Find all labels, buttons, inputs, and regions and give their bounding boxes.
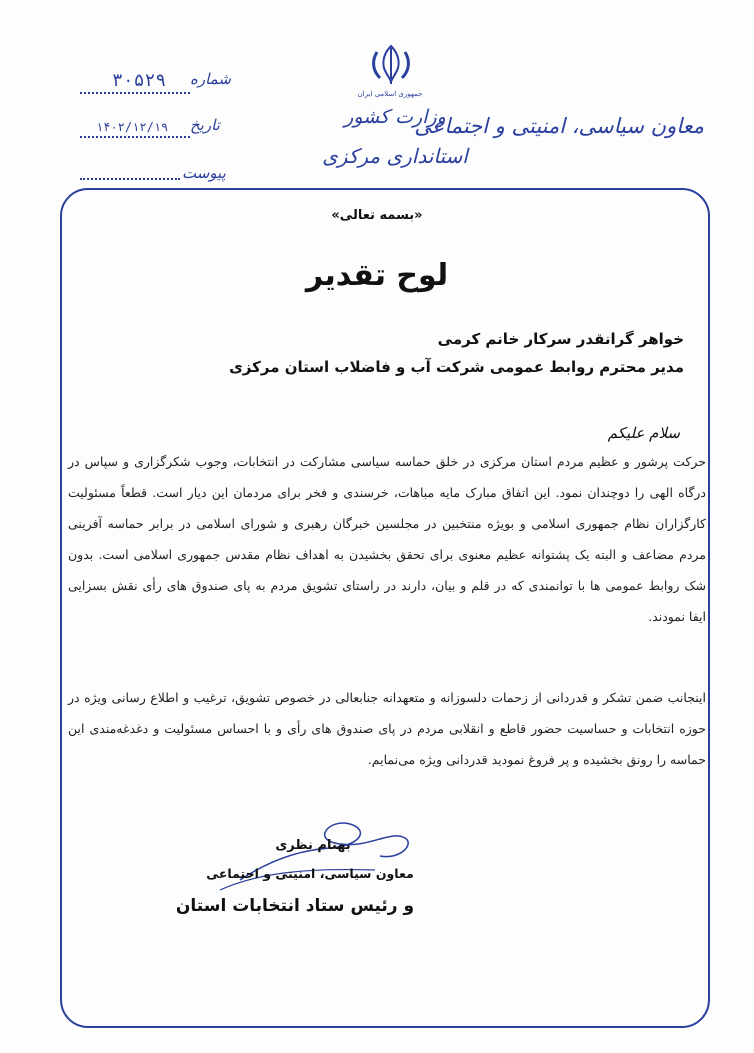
date-label: تاریخ bbox=[190, 116, 220, 134]
deputy-office-title: معاون سیاسی، امنیتی و اجتماعی bbox=[414, 114, 704, 138]
emblem-caption: جمهوری اسلامی ایران bbox=[357, 90, 423, 98]
addressee-line2: مدیر محترم روابط عمومی شرکت آب و فاضلاب استان مرکزی bbox=[229, 358, 684, 376]
attachment-dotted-line bbox=[80, 178, 180, 180]
signer-title: معاون سیاسی، امنیتی و اجتماعی bbox=[206, 866, 414, 881]
iran-emblem-icon bbox=[366, 42, 416, 86]
number-dotted-line bbox=[80, 92, 190, 94]
greeting: سلام علیکم bbox=[607, 424, 680, 442]
body-paragraph-2: اینجانب ضمن تشکر و قدردانی از زحمات دلسوزانه و متعهدانه جنابعالی در خصوص تشویق، ترغیب و اطلاع رسانی ویژه در حوزه انتخابات و حساسیت حضور قاطع و انقلابی مردم در پای صندوق های رأی و با احساس مسئولیت و دغدغه‌مندی این حماسه را رونق بخشیده و پر فروغ نمودید قدردانی ویژه می‌نمایم. bbox=[68, 690, 706, 767]
body-paragraph-1: حرکت پرشور و عظیم مردم استان مرکزی در خلق حماسه سیاسی مشارکت در انتخابات، وجوب شکرگزاری و سپاس در درگاه الهی را دوچندان نمود. این اتفاق مبارک مایه مباهات، خرسندی و فخر برای مردمان این دیار است. قطعاً مسئولیت کارگزاران نظام جمهوری اسلامی و بویژه منتخبین در مجلسین خبرگان رهبری و شورای اسلامی در برابر حماسه آفرینی مردم مضاعف و البته یک پشتوانه عظیم معنوی برای تحقق بخشیدن به اهداف نظام مقدس جمهوری اسلامی است. بدون شک روابط عمومی ها با توانمندی که در قلم و بیان، دارند در راستای تشویق مردم به پای صندوق های رأی نقش بسزایی ایفا نمودند. bbox=[68, 454, 706, 624]
governorate-name: استانداری مرکزی bbox=[322, 144, 468, 168]
letter-title: لوح تقدیر bbox=[305, 258, 449, 293]
number-value: ۳۰۵۲۹ bbox=[112, 70, 167, 91]
handwritten-signature bbox=[200, 810, 430, 900]
attachment-label: پیوست bbox=[182, 164, 226, 182]
addressee-line1: خواهر گرانقدر سرکار خانم کرمی bbox=[437, 330, 684, 348]
number-label: شماره bbox=[190, 70, 231, 88]
signer-name: بهنام نظری bbox=[275, 838, 351, 853]
basmala: «بسمه تعالی» bbox=[331, 208, 423, 223]
signer-role: و رئیس ستاد انتخابات استان bbox=[175, 896, 415, 916]
ministry-name: وزارت کشور bbox=[344, 106, 446, 128]
date-dotted-line bbox=[80, 136, 190, 138]
date-value: ۱۴۰۲/۱۲/۱۹ bbox=[96, 120, 169, 134]
